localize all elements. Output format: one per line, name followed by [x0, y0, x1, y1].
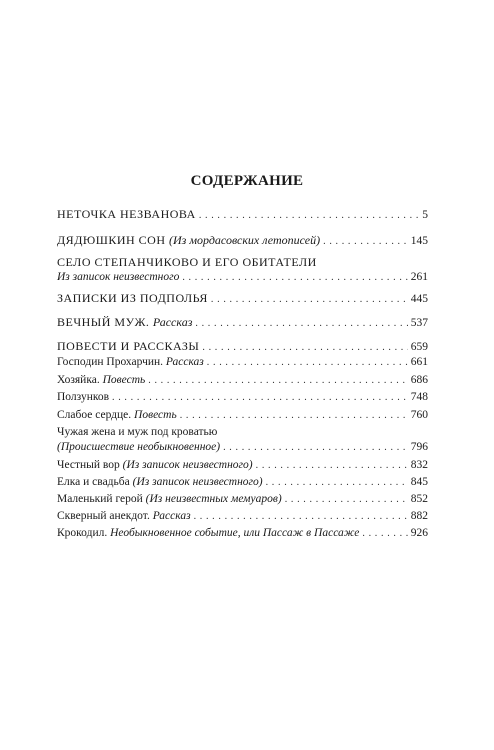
entry-title: Слабое сердце. — [57, 409, 132, 421]
toc-entry — [57, 408, 428, 423]
dot-leader — [266, 475, 408, 490]
entry-subtitle: (Из мордасовских летописей) — [169, 233, 321, 247]
toc-entry — [57, 526, 428, 541]
entry-page: 832 — [410, 459, 428, 471]
entry-title: Честный вор — [57, 459, 120, 471]
toc-entry — [57, 390, 428, 405]
entry-title: СЕЛО СТЕПАНЧИКОВО И ЕГО ОБИТАТЕЛИ — [57, 255, 317, 269]
dot-leader — [148, 373, 408, 388]
entry-subtitle: (Из записок неизвестного) — [122, 459, 253, 471]
toc-entry — [57, 291, 428, 307]
toc-entry — [57, 475, 428, 490]
toc-entry — [57, 233, 428, 249]
toc-entry — [57, 315, 428, 331]
toc-entry — [57, 492, 428, 507]
entry-page: 852 — [410, 493, 428, 505]
dot-leader — [207, 355, 408, 370]
entry-title: ВЕЧНЫЙ МУЖ. — [57, 315, 150, 329]
toc-entry — [57, 207, 428, 223]
dot-leader — [285, 492, 408, 507]
entry-page: 537 — [410, 317, 428, 329]
entry-subtitle: Необыкновенное событие, или Пассаж в Пассаже — [110, 527, 360, 539]
entry-subtitle: Повесть — [102, 374, 146, 386]
entry-title: Маленький герой — [57, 493, 143, 505]
entry-page: 748 — [410, 391, 428, 403]
entry-title: НЕТОЧКА НЕЗВАНОВА — [57, 207, 196, 221]
toc-entry — [57, 270, 428, 285]
entry-page: 261 — [410, 271, 428, 283]
entry-page: 659 — [410, 341, 428, 353]
entry-page: 926 — [410, 527, 428, 539]
entry-title: Елка и свадьба — [57, 476, 130, 488]
entry-title: Скверный анекдот. — [57, 510, 150, 522]
entry-subtitle: Рассказ — [152, 315, 193, 329]
entry-subtitle: Повесть — [134, 409, 177, 421]
entry-page: 845 — [410, 476, 428, 488]
entry-page: 661 — [410, 356, 428, 368]
entry-page: 5 — [422, 209, 428, 221]
entry-subtitle: (Из неизвестных мемуаров) — [145, 493, 282, 505]
toc-entry — [57, 355, 428, 370]
entry-subtitle: (Происшествие необыкновенное) — [57, 441, 221, 453]
entry-page: 686 — [410, 374, 428, 386]
dot-leader — [256, 458, 408, 473]
dot-leader — [180, 408, 408, 423]
entry-title: Чужая жена и муж под кроватью — [57, 426, 218, 438]
toc-entry — [57, 458, 428, 473]
dot-leader — [323, 233, 408, 249]
entry-subtitle: Рассказ — [152, 510, 191, 522]
toc-entry — [57, 509, 428, 524]
dot-leader — [194, 509, 408, 524]
entry-title: ДЯДЮШКИН СОН — [57, 233, 166, 247]
entry-subtitle: Рассказ — [165, 356, 204, 368]
dot-leader — [195, 315, 407, 331]
entry-page: 882 — [410, 510, 428, 522]
entry-page: 760 — [410, 409, 428, 421]
entry-title: ЗАПИСКИ ИЗ ПОДПОЛЬЯ — [57, 291, 208, 305]
toc-entry — [57, 339, 428, 355]
toc-heading: СОДЕРЖАНИЕ — [190, 173, 304, 189]
entry-title: Ползунков — [57, 391, 110, 403]
entry-page: 445 — [410, 293, 428, 305]
dot-leader — [199, 207, 419, 223]
dot-leader — [362, 526, 407, 541]
entry-page: 145 — [410, 235, 428, 247]
entry-page: 796 — [410, 441, 428, 453]
dot-leader — [223, 440, 408, 455]
entry-title: Крокодил. — [57, 527, 108, 539]
entry-subtitle: Из записок неизвестного — [57, 271, 180, 283]
dot-leader — [112, 390, 408, 405]
dot-leader — [202, 339, 407, 355]
entry-title: ПОВЕСТИ И РАССКАЗЫ — [57, 339, 200, 353]
dot-leader — [182, 270, 407, 285]
toc-entry — [57, 440, 428, 455]
entry-title: Хозяйка. — [57, 374, 100, 386]
toc-entry — [57, 373, 428, 388]
entry-title: Господин Прохарчин. — [57, 356, 164, 368]
entry-subtitle: (Из записок неизвестного) — [132, 476, 263, 488]
dot-leader — [211, 291, 408, 307]
